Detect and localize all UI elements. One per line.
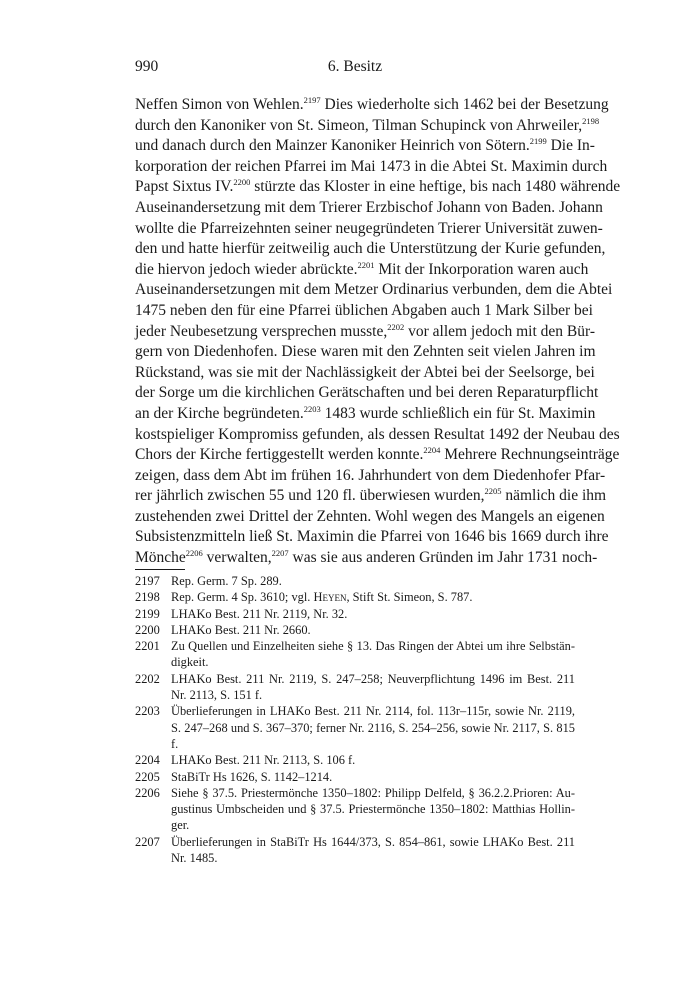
footnote-number: 2199 <box>135 606 160 621</box>
body-text-segment: 1483 wurde schließlich ein für St. Maximin <box>320 404 596 422</box>
footnote <box>135 703 575 752</box>
body-line <box>135 157 608 178</box>
footnote-text-segment: StaBiTr Hs 1626, S. 1142–1214. <box>171 769 333 784</box>
footnote-text-segment: , Stift St. Simeon, S. 787. <box>346 590 473 605</box>
body-text-segment: nämlich die ihm <box>501 487 607 505</box>
footnote-text-segment: Zu Quellen und Einzelheiten siehe § 13. Das Ringen der Abtei um ihre Selbständigkeit. <box>171 639 575 670</box>
footnote-text <box>171 589 575 605</box>
body-text-segment: rer jährlich zwischen 55 und 120 fl. überwiesen wurden, <box>135 487 485 505</box>
page-header <box>135 58 575 82</box>
footnote <box>135 752 575 768</box>
footnote <box>135 573 575 589</box>
body-line <box>135 198 603 219</box>
body-line <box>135 548 598 569</box>
footnote-text <box>171 785 575 834</box>
footnote-number: 2200 <box>135 622 160 637</box>
body-line <box>135 321 596 343</box>
body-line <box>135 486 607 507</box>
footnote <box>135 622 575 638</box>
footnote-reference: 2205 <box>484 486 502 497</box>
body-line <box>135 342 596 363</box>
footnote-reference: 2207 <box>271 548 289 559</box>
body-text-segment: zeigen, dass dem Abt im frühen 16. Jahrhundert von dem Diedenhofer Pfar- <box>135 466 606 484</box>
running-head: 6. Besitz <box>327 58 383 75</box>
body-text-segment: der Sorge um die kirchlichen Gerätschaften und bei deren Reparaturpflicht <box>135 384 599 402</box>
body-text-segment: Neffen Simon von Wehlen. <box>135 96 304 113</box>
footnote-reference: 2203 <box>303 403 321 414</box>
footnote-number: 2205 <box>135 769 160 784</box>
body-text-segment: und danach durch den Mainzer Kanoniker Heinrich von Sötern. <box>135 137 530 155</box>
body-text-segment: durch den Kanoniker von St. Simeon, Tilman Schupinck von Ahrweiler, <box>135 116 583 134</box>
body-text-segment: an der Kirche begründeten. <box>135 404 304 422</box>
body-text <box>135 95 621 569</box>
footnote-reference: 2197 <box>303 95 321 105</box>
footnote-reference: 2206 <box>185 548 203 559</box>
author-name: Heyen <box>313 590 347 605</box>
body-line <box>135 115 600 137</box>
body-line <box>135 177 621 198</box>
body-text-segment: kostspieliger Kompromiss gefunden, als dessen Resultat 1492 der Neubau des <box>135 425 620 443</box>
footnote-text <box>171 752 575 768</box>
footnote-number: 2197 <box>135 574 160 588</box>
body-line <box>135 136 595 157</box>
footnote-number: 2207 <box>135 834 160 849</box>
body-line <box>135 301 593 322</box>
body-line <box>135 507 605 528</box>
footnote <box>135 589 575 605</box>
footnote-text <box>171 769 575 785</box>
body-text-segment: Die In- <box>546 137 595 155</box>
body-line <box>135 403 596 425</box>
footnote-number: 2204 <box>135 753 160 768</box>
body-text-segment: stürzte das Kloster in eine heftige, bis nach 1480 währende <box>250 178 621 196</box>
body-text-segment: gern von Diedenhofen. Diese waren mit den Zehnten seit vielen Jahren im <box>135 343 596 361</box>
footnote-text <box>171 606 575 622</box>
footnote-text-segment: Überlieferungen in StaBiTr Hs 1644/373, S. 854–861, sowie LHAKo Best. 211 Nr. 1485. <box>171 834 575 866</box>
body-text-segment: Rückstand, was sie mit der Nachlässigkeit der Abtei bei der Seelsorge, bei <box>135 363 595 381</box>
footnote-number: 2206 <box>135 785 160 800</box>
body-line <box>135 425 620 446</box>
footnote-text-segment: LHAKo Best. 211 Nr. 2119, S. 247–258; Neuverpflichtung 1496 im Best. 211 Nr. 2113, S. 151 f. <box>171 671 575 703</box>
footnote-number: 2201 <box>135 639 160 654</box>
footnote-reference: 2201 <box>357 259 375 270</box>
body-text-segment: korporation der reichen Pfarrei im Mai 1473 in die Abtei St. Maximin durch <box>135 157 608 175</box>
body-text-segment: Mit der Inkorporation waren auch <box>374 260 589 278</box>
body-text-segment: Papst Sixtus IV. <box>135 178 234 196</box>
body-text-segment: wollte die Pfarreizehnten seiner neugegründeten Trierer Universität zuwen- <box>135 219 603 237</box>
body-line <box>135 239 606 260</box>
body-line <box>135 383 599 404</box>
body-text-segment: Dies wiederholte sich 1462 bei der Besetzung <box>320 96 609 113</box>
footnotes <box>135 573 575 866</box>
body-line <box>135 466 606 487</box>
body-text-segment: vor allem jedoch mit den Bür- <box>404 322 596 340</box>
footnote-text <box>171 573 575 589</box>
footnote-reference: 2204 <box>423 445 441 456</box>
body-line <box>135 219 603 240</box>
footnote-reference: 2199 <box>529 136 547 147</box>
body-line <box>135 363 595 384</box>
footnote-text <box>171 834 575 867</box>
footnote <box>135 834 575 867</box>
body-text-segment: Auseinandersetzungen mit dem Metzer Ordinarius verbunden, dem die Abtei <box>135 281 613 299</box>
footnote-reference: 2202 <box>387 321 405 332</box>
page-number: 990 <box>135 58 159 75</box>
footnote-text-segment: Überlieferungen in LHAKo Best. 211 Nr. 2114, fol. 113r–115r, sowie Nr. 2119, S. 247–268 und S. 367–370; ferner Nr. 2116, S. 254–256, sowie Nr. 2117, S. 815 f. <box>171 704 575 751</box>
footnote-text <box>171 622 575 638</box>
body-text-segment: jeder Neubesetzung versprechen musste, <box>135 322 388 340</box>
body-text-segment: 1475 neben den für eine Pfarrei üblichen Abgaben auch 1 Mark Silber bei <box>135 301 593 319</box>
body-text-segment: Chors der Kirche fertiggestellt werden konnte. <box>135 446 424 464</box>
body-text-segment: was sie aus anderen Gründen im Jahr 1731 noch- <box>288 549 598 567</box>
footnote-text-segment: LHAKo Best. 211 Nr. 2113, S. 106 f. <box>171 753 356 768</box>
body-line <box>135 527 609 548</box>
body-text-segment: die hiervon jedoch wieder abrückte. <box>135 260 358 278</box>
body-text-segment: Subsistenzmitteln ließ St. Maximin die Pfarrei von 1646 bis 1669 durch ihre <box>135 528 609 546</box>
body-text-segment: den und hatte hierfür zeitweilig auch die Unterstützung der Kurie gefunden, <box>135 240 606 258</box>
body-line <box>135 95 609 116</box>
body-line <box>135 280 613 301</box>
footnote <box>135 606 575 622</box>
footnote <box>135 638 575 671</box>
body-text-segment: zustehenden zwei Drittel der Zehnten. Wohl wegen des Mangels an eigenen <box>135 507 605 525</box>
footnote-separator <box>135 569 185 570</box>
body-text-segment: Mehrere Rechnungseinträge <box>440 446 620 464</box>
footnote-text <box>171 671 575 704</box>
footnote-text-segment: Rep. Germ. 4 Sp. 3610; vgl. <box>171 590 314 605</box>
footnote-number: 2203 <box>135 704 160 719</box>
footnote-reference: 2198 <box>582 115 600 126</box>
footnote-text-segment: LHAKo Best. 211 Nr. 2119, Nr. 32. <box>171 606 348 621</box>
footnote-text-segment: Siehe § 37.5. Priestermönche 1350–1802: Philipp Delfeld, § 36.2.2.Prioren: Augustinus Umbscheiden und § 37.5. Priestermönche 1350–1802: Matthias Hollinger. <box>171 785 575 833</box>
footnote <box>135 671 575 704</box>
footnote-text <box>171 638 575 671</box>
footnote-text-segment: Rep. Germ. 7 Sp. 289. <box>171 574 282 588</box>
footnote-text-segment: LHAKo Best. 211 Nr. 2660. <box>171 622 311 637</box>
footnote <box>135 769 575 785</box>
footnote <box>135 785 575 834</box>
body-line <box>135 259 589 281</box>
footnote-number: 2202 <box>135 671 160 686</box>
footnote-number: 2198 <box>135 590 160 605</box>
footnote-reference: 2200 <box>233 177 251 188</box>
body-text-segment: Auseinandersetzung mit dem Trierer Erzbischof Johann von Baden. Johann <box>135 198 603 216</box>
footnote-text <box>171 703 575 752</box>
body-text-segment: Mönche <box>135 549 186 567</box>
body-text-segment: verwalten, <box>202 549 272 567</box>
body-line <box>135 445 620 466</box>
